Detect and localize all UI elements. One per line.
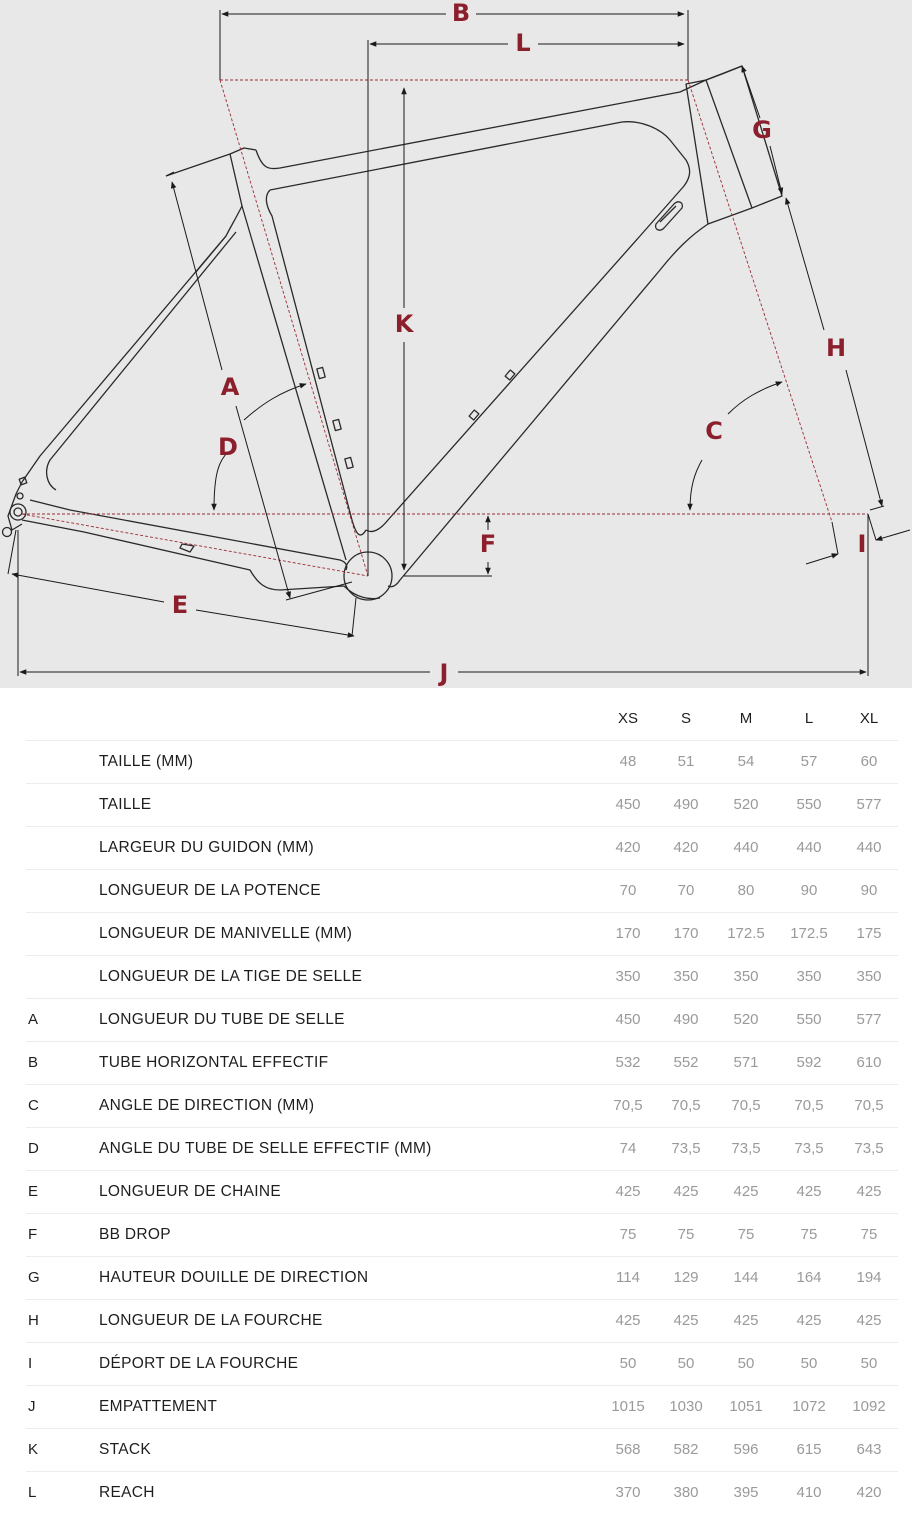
label-J: J [439,659,449,687]
row-value: 75 [737,1226,755,1243]
row-letter: F [28,1226,38,1243]
row-value: 60 [860,753,878,770]
label-G: G [752,116,772,144]
row-label: TUBE HORIZONTAL EFFECTIF [99,1054,329,1071]
row-value: 50 [800,1355,818,1372]
label-E: E [171,591,189,619]
row-letter: C [28,1097,39,1114]
row-letter: J [28,1398,36,1415]
row-label: EMPATTEMENT [99,1398,218,1415]
row-value: 70,5 [671,1097,701,1114]
row-value: 48 [619,753,637,770]
row-label: LONGUEUR DE LA FOURCHE [99,1312,323,1329]
row-value: 74 [619,1140,637,1157]
row-value: 1051 [729,1398,763,1415]
row-value: 450 [615,1011,641,1028]
seat-tube-front-edge [266,190,366,535]
row-value: 420 [673,839,699,856]
row-value: 73,5 [731,1140,761,1157]
dropout-bolt [17,493,23,499]
rear-axle-inner [14,508,22,516]
row-value: 1072 [792,1398,826,1415]
row-letter: B [28,1054,39,1071]
top-tube-upper-edge [256,66,742,169]
steering-axis-line [688,80,832,522]
row-value: 350 [796,968,822,985]
row-letter: L [28,1484,37,1501]
row-value: 175 [856,925,882,942]
chain-stay-lower [22,520,380,599]
row-label: LONGUEUR DE MANIVELLE (MM) [99,925,353,942]
table-row [26,998,898,1041]
table-row [26,740,898,783]
row-value: 50 [619,1355,637,1372]
row-value: 75 [800,1226,818,1243]
row-value: 395 [733,1484,759,1501]
table-row [26,1428,898,1471]
table-row [26,1084,898,1127]
label-I: I [857,530,867,558]
row-value: 70,5 [613,1097,643,1114]
row-value: 70,5 [731,1097,761,1114]
row-value: 425 [673,1312,699,1329]
row-value: 425 [615,1183,641,1200]
row-label: BB DROP [99,1226,171,1243]
row-value: 1092 [852,1398,886,1415]
row-letter: E [28,1183,39,1200]
row-value: 144 [733,1269,759,1286]
cable-guide-1 [317,367,325,378]
row-value: 520 [733,1011,759,1028]
row-value: 420 [856,1484,882,1501]
row-value: 592 [796,1054,822,1071]
label-F: F [479,530,497,558]
table-row [26,783,898,826]
row-value: 425 [796,1183,822,1200]
row-value: 550 [796,1011,822,1028]
table-row [26,1342,898,1385]
row-value: 75 [860,1226,878,1243]
derailleur-hanger-bolt [3,528,12,537]
table-body [0,740,912,1514]
rear-axle-circle [10,504,26,520]
row-value: 425 [796,1312,822,1329]
row-label: TAILLE [99,796,152,813]
bike-frame-outline [3,66,783,600]
row-value: 596 [733,1441,759,1458]
row-value: 425 [733,1183,759,1200]
row-label: LONGUEUR DE CHAINE [99,1183,281,1200]
row-value: 610 [856,1054,882,1071]
row-value: 440 [856,839,882,856]
row-value: 568 [615,1441,641,1458]
main-triangle-inner-edge [270,122,690,532]
row-value: 75 [677,1226,695,1243]
row-value: 410 [796,1484,822,1501]
row-label: REACH [99,1484,155,1501]
label-L: L [515,29,531,57]
row-value: 643 [856,1441,882,1458]
row-label: DÉPORT DE LA FOURCHE [99,1355,299,1372]
row-value: 50 [737,1355,755,1372]
row-value: 73,5 [671,1140,701,1157]
frame-geometry-svg [0,0,912,688]
row-value: 70,5 [794,1097,824,1114]
row-value: 425 [615,1312,641,1329]
row-value: 80 [737,882,755,899]
row-value: 73,5 [854,1140,884,1157]
row-label: LONGUEUR DE LA POTENCE [99,882,321,899]
row-value: 350 [615,968,641,985]
row-letter: K [28,1441,39,1458]
row-value: 70 [677,882,695,899]
row-value: 1015 [611,1398,645,1415]
row-label: LONGUEUR DE LA TIGE DE SELLE [99,968,363,985]
table-row [26,1213,898,1256]
seat-tube-rear-edge [242,206,346,560]
row-letter: A [28,1011,39,1028]
row-label: STACK [99,1441,152,1458]
row-label: LARGEUR DU GUIDON (MM) [99,839,314,856]
seat-cluster-rear [196,154,242,272]
table-row [26,1170,898,1213]
row-value: 552 [673,1054,699,1071]
row-value: 129 [673,1269,699,1286]
down-tube-port-slot [656,202,683,230]
size-header: XS [617,710,638,727]
row-value: 1030 [669,1398,703,1415]
size-header: M [739,710,753,727]
row-value: 350 [856,968,882,985]
row-letter: I [28,1355,33,1372]
frame-geometry-diagram [0,0,912,688]
size-header: S [680,710,691,727]
row-value: 450 [615,796,641,813]
row-value: 350 [733,968,759,985]
row-value: 90 [860,882,878,899]
row-label: ANGLE DU TUBE DE SELLE EFFECTIF (MM) [99,1140,432,1157]
row-value: 425 [856,1312,882,1329]
seat-cluster-top [166,148,256,176]
size-header: XL [859,710,879,727]
down-tube-lower-edge [388,224,708,587]
row-letter: H [28,1312,39,1329]
table-row [26,1471,898,1514]
row-value: 73,5 [794,1140,824,1157]
row-value: 577 [856,1011,882,1028]
cable-guide-3 [345,457,353,468]
row-value: 425 [673,1183,699,1200]
row-value: 490 [673,1011,699,1028]
row-value: 170 [673,925,699,942]
row-value: 164 [796,1269,822,1286]
label-B: B [451,0,471,27]
row-value: 425 [733,1312,759,1329]
row-value: 70,5 [854,1097,884,1114]
row-value: 440 [733,839,759,856]
row-value: 70 [619,882,637,899]
label-A: A [220,373,240,401]
row-value: 380 [673,1484,699,1501]
label-D: D [218,433,238,461]
row-value: 582 [673,1441,699,1458]
row-value: 425 [856,1183,882,1200]
row-value: 90 [800,882,818,899]
cable-guide-2 [333,419,341,430]
row-value: 75 [619,1226,637,1243]
size-header: L [804,710,814,727]
seat-stay-lower [47,232,236,490]
chain-stay-bridge [180,544,194,552]
chain-stay-upper [30,500,347,570]
row-value: 420 [615,839,641,856]
row-value: 50 [860,1355,878,1372]
seat-axis-line [220,80,368,576]
row-value: 577 [856,796,882,813]
label-H: H [825,334,847,362]
table-row [26,1041,898,1084]
dimension-labels [172,0,867,687]
head-tube-inner-edge [706,80,752,208]
row-value: 571 [733,1054,759,1071]
row-label: LONGUEUR DU TUBE DE SELLE [99,1011,345,1028]
table-row [26,1385,898,1428]
table-row [26,912,898,955]
table-header-row [0,698,912,740]
row-value: 57 [800,753,818,770]
row-value: 520 [733,796,759,813]
label-K: K [394,310,414,338]
row-value: 194 [856,1269,882,1286]
table-row [26,1256,898,1299]
row-value: 172.5 [727,925,765,942]
row-label: HAUTEUR DOUILLE DE DIRECTION [99,1269,369,1286]
row-value: 440 [796,839,822,856]
row-value: 172.5 [790,925,828,942]
dimension-lines [8,10,910,676]
chainstay-axis-line [22,514,368,576]
row-value: 51 [677,753,695,770]
table-row [26,1127,898,1170]
table-row [26,955,898,998]
row-letter: G [28,1269,40,1286]
row-value: 370 [615,1484,641,1501]
down-tube-port-slot-inner [660,206,676,222]
row-letter: D [28,1140,39,1157]
seat-stay-upper [22,236,226,482]
head-tube [686,66,782,224]
row-label: ANGLE DE DIRECTION (MM) [99,1097,315,1114]
table-row [26,826,898,869]
row-value: 50 [677,1355,695,1372]
row-label: TAILLE (MM) [99,753,194,770]
row-value: 550 [796,796,822,813]
row-value: 615 [796,1441,822,1458]
row-value: 532 [615,1054,641,1071]
geometry-table [0,698,912,1514]
row-value: 350 [673,968,699,985]
rear-dropout [8,482,22,530]
row-value: 114 [616,1269,640,1286]
row-value: 170 [615,925,641,942]
label-C: C [705,417,723,445]
table-row [26,1299,898,1342]
row-value: 490 [673,796,699,813]
table-row [26,869,898,912]
row-value: 54 [737,753,755,770]
